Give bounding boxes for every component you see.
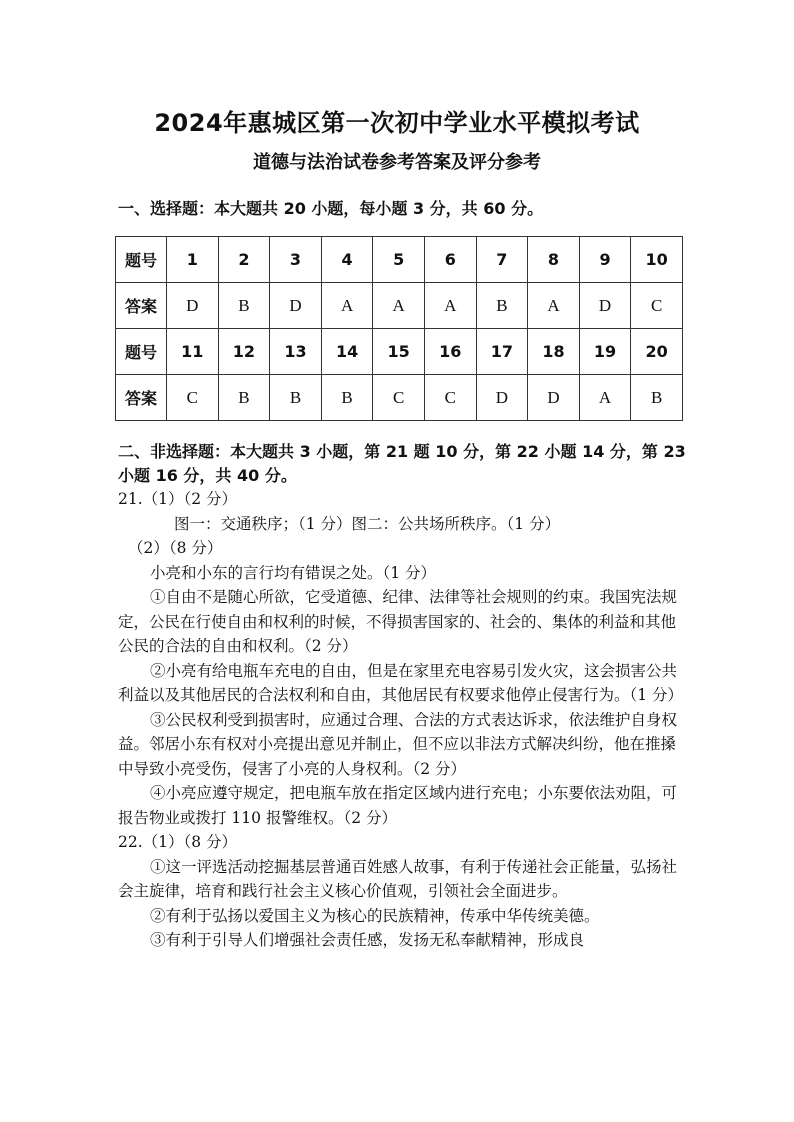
row-label-question: 题号 bbox=[116, 329, 167, 375]
question-number: 1 bbox=[167, 237, 219, 283]
question-number: 15 bbox=[373, 329, 425, 375]
question-number: 7 bbox=[476, 237, 528, 283]
question-number: 16 bbox=[424, 329, 476, 375]
q22-point: ③有利于引导人们增强社会责任感，发扬无私奉献精神，形成良 bbox=[150, 931, 585, 949]
q21-part1-label: 21.（1）（2 分） bbox=[118, 490, 238, 508]
q21-part2-label: （2）（8 分） bbox=[128, 539, 223, 557]
question-number: 6 bbox=[424, 237, 476, 283]
row-label-answer: 答案 bbox=[116, 283, 167, 329]
question-number: 19 bbox=[579, 329, 631, 375]
page-subtitle: 道德与法治试卷参考答案及评分参考 bbox=[253, 152, 541, 173]
table-row bbox=[116, 375, 683, 421]
answer-cell: B bbox=[218, 283, 270, 329]
answer-cell: A bbox=[424, 283, 476, 329]
q21-part1-text: 图一：交通秩序；（1 分）图二：公共场所秩序。（1 分） bbox=[174, 514, 561, 533]
q21-part2-intro: 小亮和小东的言行均有错误之处。（1 分） bbox=[150, 563, 437, 582]
question-number: 2 bbox=[218, 237, 270, 283]
q21-point: ②小亮有给电瓶车充电的自由，但是在家里充电容易引发火灾，这会损害公共利益以及其他居民的合法权利和自由，其他居民有权要求他停止侵害行为。（1 分） bbox=[118, 661, 684, 704]
question-number: 4 bbox=[321, 237, 373, 283]
table-row bbox=[116, 237, 683, 283]
section2-heading: 二、非选择题：本大题共 3 小题，第 21 题 10 分，第 22 小题 14 分，第 23 小题 16 分，共 40 分。 bbox=[118, 442, 686, 485]
question-number: 12 bbox=[218, 329, 270, 375]
answer-cell: C bbox=[373, 375, 425, 421]
answer-cell: B bbox=[631, 375, 683, 421]
answer-cell: B bbox=[321, 375, 373, 421]
row-label-question: 题号 bbox=[116, 237, 167, 283]
answer-cell: A bbox=[321, 283, 373, 329]
answer-table bbox=[115, 236, 683, 421]
question-number: 9 bbox=[579, 237, 631, 283]
answer-cell: D bbox=[167, 283, 219, 329]
question-number: 17 bbox=[476, 329, 528, 375]
question-number: 3 bbox=[270, 237, 322, 283]
answer-cell: D bbox=[270, 283, 322, 329]
q22-point: ②有利于弘扬以爱国主义为核心的民族精神，传承中华传统美德。 bbox=[150, 906, 600, 925]
answer-cell: C bbox=[424, 375, 476, 421]
question-number: 8 bbox=[528, 237, 580, 283]
question-number: 18 bbox=[528, 329, 580, 375]
answer-cell: C bbox=[167, 375, 219, 421]
question-number: 13 bbox=[270, 329, 322, 375]
table-row bbox=[116, 329, 683, 375]
q21-point: ①自由不是随心所欲，它受道德、纪律、法律等社会规则的约束。我国宪法规定，公民在行使自由和权利的时候，不得损害国家的、社会的、集体的利益和其他公民的合法的自由和权利。（2 分） bbox=[118, 588, 678, 655]
q22-point: ①这一评选活动挖掘基层普通百姓感人故事，有利于传递社会正能量，弘扬社会主旋律，培育和践行社会主义核心价值观，引领社会全面进步。 bbox=[118, 857, 678, 900]
question-number: 11 bbox=[167, 329, 219, 375]
q21-point: ④小亮应遵守规定，把电瓶车放在指定区域内进行充电；小东要依法劝阻，可报告物业或拨打 110 报警维权。（2 分） bbox=[118, 784, 678, 827]
answer-cell: D bbox=[528, 375, 580, 421]
answer-body bbox=[118, 487, 688, 953]
answer-cell: A bbox=[528, 283, 580, 329]
answer-cell: B bbox=[476, 283, 528, 329]
answer-cell: A bbox=[579, 375, 631, 421]
q21-point: ③公民权利受到损害时，应通过合理、合法的方式表达诉求，依法维护自身权益。邻居小东有权对小亮提出意见并制止，但不应以非法方式解决纠纷，他在推搡中导致小亮受伤，侵害了小亮的人身权利。（2 分） bbox=[118, 710, 678, 778]
row-label-answer: 答案 bbox=[116, 375, 167, 421]
page-title: 2024年惠城区第一次初中学业水平模拟考试 bbox=[154, 109, 640, 137]
answer-cell: B bbox=[270, 375, 322, 421]
question-number: 20 bbox=[631, 329, 683, 375]
answer-cell: C bbox=[631, 283, 683, 329]
answer-cell: A bbox=[373, 283, 425, 329]
question-number: 10 bbox=[631, 237, 683, 283]
section1-heading: 一、选择题：本大题共 20 小题，每小题 3 分，共 60 分。 bbox=[118, 199, 544, 218]
answer-cell: D bbox=[476, 375, 528, 421]
question-number: 14 bbox=[321, 329, 373, 375]
question-number: 5 bbox=[373, 237, 425, 283]
q22-part1-label: 22.（1）（8 分） bbox=[118, 833, 238, 851]
answer-cell: B bbox=[218, 375, 270, 421]
table-row bbox=[116, 283, 683, 329]
answer-cell: D bbox=[579, 283, 631, 329]
